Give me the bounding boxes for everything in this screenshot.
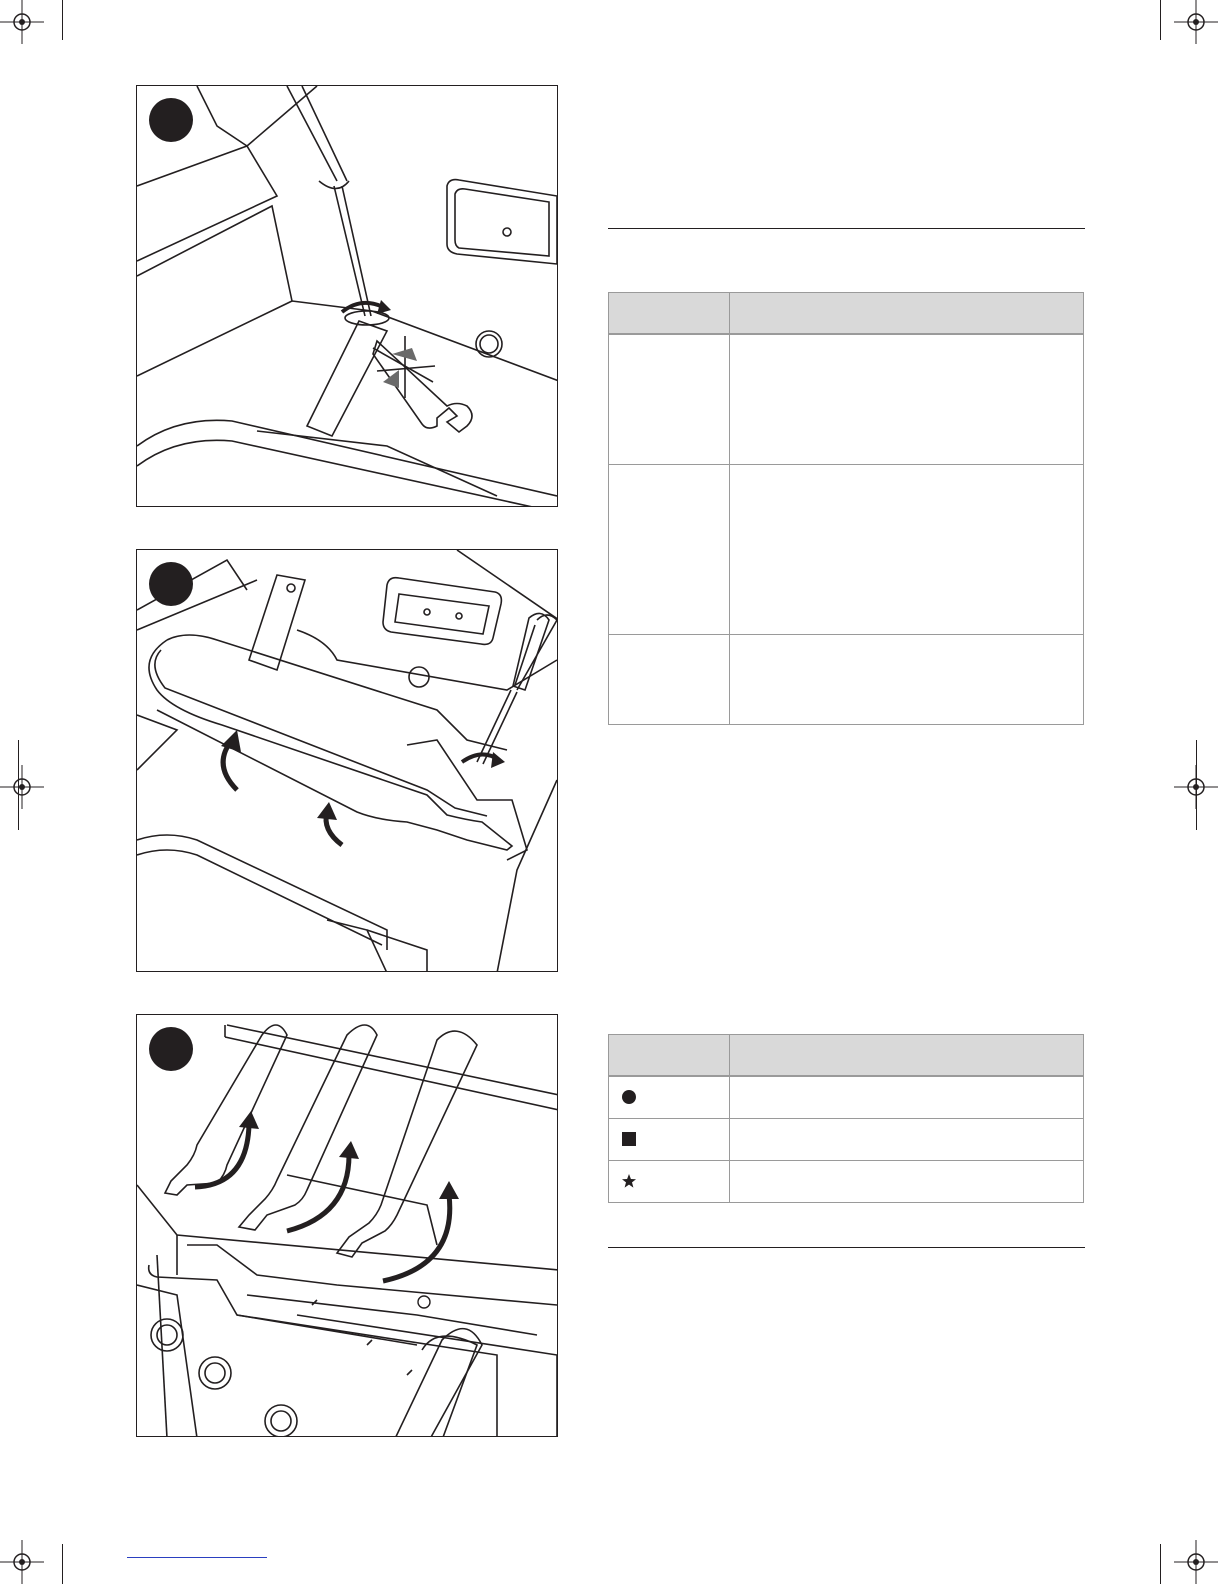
registration-mark-icon bbox=[0, 0, 44, 44]
section-rule bbox=[608, 1247, 1085, 1248]
crop-mark bbox=[1196, 740, 1197, 830]
table-row bbox=[609, 634, 1084, 724]
square-icon bbox=[621, 1131, 637, 1147]
table-header-cell bbox=[609, 293, 730, 335]
crop-mark bbox=[18, 740, 19, 830]
step-badge bbox=[149, 1027, 193, 1071]
star-icon bbox=[621, 1173, 637, 1189]
table-header-row bbox=[609, 1035, 1084, 1077]
table-cell bbox=[730, 1076, 1084, 1118]
figure-1-illustration bbox=[136, 85, 558, 507]
table-row bbox=[609, 464, 1084, 634]
circle-icon bbox=[621, 1089, 637, 1105]
table-cell bbox=[730, 334, 1084, 464]
table-cell bbox=[609, 634, 730, 724]
table-cell bbox=[609, 1118, 730, 1160]
table-cell bbox=[730, 634, 1084, 724]
registration-mark-icon bbox=[0, 765, 44, 809]
table-row bbox=[609, 334, 1084, 464]
table-row bbox=[609, 1118, 1084, 1160]
figure-2-illustration bbox=[136, 549, 558, 972]
table-bottom bbox=[608, 1034, 1084, 1203]
section-rule bbox=[608, 228, 1085, 229]
crop-mark bbox=[62, 1544, 63, 1584]
table-cell bbox=[609, 464, 730, 634]
table-header-cell bbox=[609, 1035, 730, 1077]
table-header-cell bbox=[730, 293, 1084, 335]
table-cell bbox=[730, 1160, 1084, 1202]
table-cell bbox=[730, 1118, 1084, 1160]
table-cell bbox=[609, 334, 730, 464]
table-cell bbox=[609, 1160, 730, 1202]
step-badge bbox=[149, 562, 193, 606]
crop-mark bbox=[1160, 0, 1161, 40]
table-cell bbox=[730, 464, 1084, 634]
table-header-cell bbox=[730, 1035, 1084, 1077]
registration-mark-icon bbox=[1174, 1540, 1218, 1584]
footer-link-line bbox=[127, 1557, 267, 1558]
registration-mark-icon bbox=[0, 1540, 44, 1584]
figure-3-illustration bbox=[136, 1014, 558, 1437]
step-badge bbox=[149, 98, 193, 142]
table-top bbox=[608, 292, 1084, 725]
table-row bbox=[609, 1076, 1084, 1118]
table-cell bbox=[609, 1076, 730, 1118]
table-header-row bbox=[609, 293, 1084, 335]
crop-mark bbox=[1160, 1544, 1161, 1584]
registration-mark-icon bbox=[1174, 0, 1218, 44]
table-row bbox=[609, 1160, 1084, 1202]
crop-mark bbox=[62, 0, 63, 40]
